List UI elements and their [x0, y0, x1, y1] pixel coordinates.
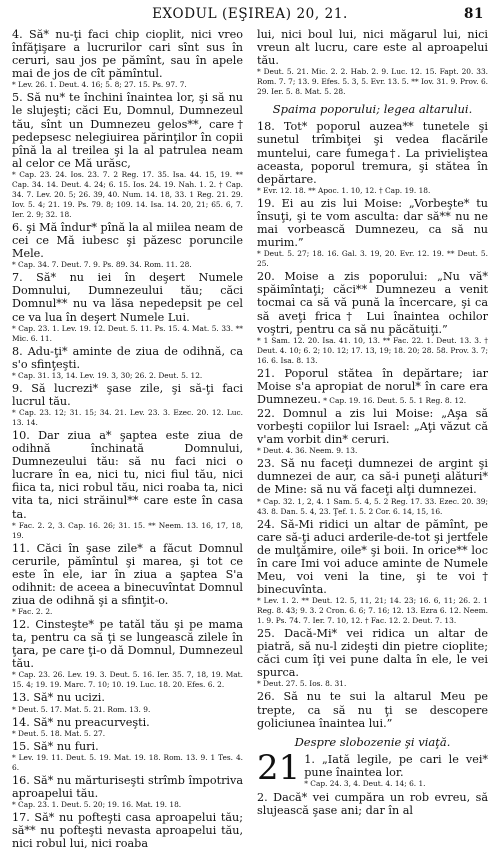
cross-reference: * Cap. 23. 1. Deut. 5. 20; 19. 16. Mat. 19. 18.	[12, 799, 182, 809]
verse-text: 19. Ei au zis lui Moise: „Vorbeşte* tu însuţi, şi te vom asculta: dar să** nu ne mai vorbească Dumnezeu, ca să nu murim.”	[257, 196, 488, 250]
verse-text: 11. Căci în şase zile* a făcut Domnul cerurile, pămîntul şi marea, şi tot ce este în ele, iar în ziua a şaptea S'a odihnit: de aceea a binecuvîntat Domnul ziua de odihnă şi a sfinţit-o.	[12, 541, 243, 607]
cross-reference: * Deut. 5. 17. Mat. 5. 21. Rom. 13. 9.	[12, 704, 151, 714]
verse-text: 9. Să lucrezi* şase zile, şi să-ţi faci lucrul tău.	[12, 381, 243, 408]
cross-reference: * Deut. 5. 27; 18. 16. Gal. 3. 19, 20. Evr. 12. 19. ** Deut. 5. 25.	[257, 249, 488, 269]
cross-reference: * Lev. 19. 11. Deut. 5. 19. Mat. 19. 18. Rom. 13. 9. 1 Tes. 4. 6.	[12, 752, 243, 772]
right-column	[257, 28, 488, 851]
verse	[257, 197, 488, 269]
text-columns	[12, 28, 488, 851]
verse	[257, 28, 488, 97]
verse	[257, 690, 488, 729]
verse	[257, 791, 488, 817]
cross-reference: * Cap. 23. 1. Lev. 19. 12. Deut. 5. 11. Ps. 15. 4. Mat. 5. 33. ** Mic. 6. 11.	[12, 323, 243, 343]
verse	[12, 382, 243, 428]
cross-reference: * Evr. 12. 18. ** Apoc. 1. 10, 12. † Cap. 19. 18.	[257, 185, 431, 195]
section-heading: Despre slobozenie şi viaţă.	[294, 734, 451, 749]
verse-text: 4. Să* nu-ţi faci chip cioplit, nici vreo înfăţişare a lucrurilor cari sînt sus în ceruri, sau jos pe pămînt, sau în apele mai de jos de cît pămîntul.	[12, 28, 243, 81]
verse	[257, 120, 488, 195]
verse	[12, 345, 243, 381]
verse	[257, 747, 488, 790]
verse	[257, 367, 488, 406]
cross-reference: * Cap. 23. 12; 31. 15; 34. 21. Lev. 23. 3. Ezec. 20. 12. Luc. 13. 14.	[12, 407, 243, 427]
cross-reference: * Cap. 32. 1, 2, 4. 1 Sam. 5. 4, 5. 2 Reg. 17. 33. Ezec. 20. 39; 43. 8. Dan. 5. 4, 23. Ţef. 1. 5. 2 Cor. 6. 14, 15, 16.	[257, 496, 488, 516]
cross-reference: * Lev. 1. 2. ** Deut. 12. 5, 11, 21; 14. 23; 16. 6, 11; 26. 2. 1 Reg. 8. 43; 9. 3. 2 Cron. 6. 6; 7. 16; 12. 13. Ezra 6. 12. Neem. 1. 9. Ps. 74. 7. Ier. 7. 10, 12. † Fac. 12. 2. Deut. 7. 13.	[257, 596, 488, 626]
page-header	[12, 6, 488, 26]
running-title: EXODUL (EŞIREA) 20, 21.	[152, 6, 348, 22]
verse	[257, 518, 488, 627]
verse-text: 17. Să* nu pofteşti casa aproapelui tău; să** nu pofteşti nevasta aproapelui tău, nici robul lui, nici roaba	[12, 810, 243, 851]
chapter-number: 21	[257, 747, 301, 788]
verse-text: 5. Să nu* te închini înaintea lor, şi să nu le slujeşti; căci Eu, Domnul, Dumnezeul tău, sînt un Dumnezeu gelos**, care† pedepsesc nelegiuirea părinţilor în copii pînă la al treilea şi la al patrulea neam al celor ce Mă urăsc,	[12, 91, 243, 170]
cross-reference: * Fac. 2. 2.	[12, 607, 53, 617]
cross-reference: * Deut. 5. 18. Mat. 5. 27.	[12, 728, 106, 738]
cross-reference: * Deut. 5. 21. Mic. 2. 2. Hab. 2. 9. Luc. 12. 15. Fapt. 20. 33. Rom. 7. 7; 13. 9. Efes. 5. 3, 5. Evr. 13. 5. ** Iov. 31. 9. Prov. 6. 29. Ier. 5. 8. Mat. 5. 28.	[257, 67, 488, 97]
cross-reference: * Cap. 31. 13, 14. Lev. 19. 3, 30; 26. 2. Deut. 5. 12.	[12, 370, 203, 380]
verse	[12, 271, 243, 343]
verse-text: 20. Moise a zis poporului: „Nu vă* spăimîntaţi; căci** Dumnezeu a venit tocmai ca să vă pună la încercare, şi ca să aveţi frica† Lui înaintea ochilor voştri, pentru ca să nu păcătuiţi.”	[257, 270, 488, 336]
cross-reference: * Cap. 24. 3, 4. Deut. 4. 14; 6. 1.	[304, 779, 426, 789]
section-heading: Spaima poporului; legea altarului.	[272, 102, 473, 117]
verse-text: 16. Să* nu mărturiseşti strîmb împotriva aproapelui tău.	[12, 773, 243, 800]
verse-text: 26. Să nu te sui la altarul Meu pe trepte, ca să nu ţi se descopere goliciunea înaintea lui.”	[257, 690, 488, 730]
verse-text: 18. Tot* poporul auzea** tunetele şi sunetul trîmbiţei şi vedea flacările muntelui, care fumega†. La privieliştea aceasta, poporul tremura, şi stătea în depărtare.	[257, 120, 488, 186]
verse-text: 14. Să* nu preacurveşti.	[12, 715, 150, 729]
verse	[12, 429, 243, 541]
verse-text: 23. Să nu faceţi dumnezei de argint şi dumnezei de aur, ca să-i puneţi alături* de Mine: să nu vă faceţi alţi dumnezei.	[257, 457, 488, 497]
verse-text: 10. Dar ziua a* şaptea este ziua de odihnă închinată Domnului, Dumnezeului tău: să nu faci nici o lucrare în ea, nici tu, nici fiul tău, nici fiica ta, nici robul tău, nici roaba ta, nici vita ta, nici străinul** care este în casa ta.	[12, 428, 243, 521]
verse-text: 6. şi Mă îndur* pînă la al miilea neam de cei ce Mă iubesc şi păzesc poruncile Mele.	[12, 220, 243, 261]
verse	[12, 221, 243, 270]
cross-reference: * Fac. 2. 2, 3. Cap. 16. 26; 31. 15. ** Neem. 13. 16, 17, 18, 19.	[12, 520, 243, 540]
verse	[12, 740, 243, 773]
verse-text: 13. Să* nu ucizi.	[12, 691, 105, 705]
verse	[12, 716, 243, 739]
cross-reference: * Cap. 23. 24. Ios. 23. 7. 2 Reg. 17. 35. Isa. 44. 15, 19. ** Cap. 34. 14. Deut. 4. 24; 6. 15. Ios. 24. 19. Nah. 1. 2. † Cap. 34. 7. Lev. 20. 5; 26. 39, 40. Num. 14. 18, 33. 1 Reg. 21. 29. Iov. 5. 4; 21. 19. Ps. 79. 8; 109. 14. Isa. 14. 20, 21; 65. 6, 7. Ier. 2. 9; 32. 18.	[12, 169, 243, 219]
cross-reference: * Deut. 4. 36. Neem. 9. 13.	[257, 446, 358, 456]
verse	[12, 542, 243, 617]
verse	[12, 91, 243, 220]
verse-text: 22. Domnul a zis lui Moise: „Aşa să vorbeşti copiilor lui Israel: „Aţi văzut că v'am vorbit din* ceruri.	[257, 406, 488, 447]
verse	[257, 270, 488, 365]
verse-text: 21. Poporul stătea în depărtare; iar Moise s'a apropiat de norul* în care era Dumnezeu.	[257, 366, 488, 406]
verse-text: 2. Dacă* vei cumpăra un rob evreu, să slujească şase ani; dar în al	[257, 791, 488, 818]
verse-text: 12. Cinsteşte* pe tatăl tău şi pe mama ta, pentru ca să ţi se lungească zilele în ţara, pe care ţi-o dă Domnul, Dumnezeul tău.	[12, 618, 243, 671]
page-number: 81	[464, 6, 484, 22]
verse-text: 25. Dacă-Mi* vei ridica un altar de piatră, să nu-l zideşti din pietre cioplite; căci cum îţi vei pune dalta în ele, le vei spurca.	[257, 627, 488, 680]
verse	[12, 691, 243, 714]
verse	[257, 457, 488, 516]
verse-text: lui, nici boul lui, nici măgarul lui, nici vreun alt lucru, care este al aproapelui tău.	[257, 28, 488, 68]
cross-reference: * Lev. 26. 1. Deut. 4. 16; 5. 8; 27. 15. Ps. 97. 7.	[12, 80, 187, 90]
verse	[12, 774, 243, 810]
verse-text: 24. Să-Mi ridici un altar de pămînt, pe care să-ţi aduci arderile-de-tot şi jertfele de mulţămire, oile* şi boii. In orice** loc în care Imi voi aduce aminte de Numele Meu, voi veni la tine, şi te voi† binecuvînta.	[257, 517, 488, 596]
verse	[12, 811, 243, 850]
verse-text: 15. Să* nu furi.	[12, 739, 99, 753]
cross-reference: * 1 Sam. 12. 20. Isa. 41. 10, 13. ** Fac. 22. 1. Deut. 13. 3. † Deut. 4. 10; 6. 2; 10. 12; 17. 13, 19; 18. 20; 28. 58. Prov. 3. 7; 16. 6. Isa. 8. 13.	[257, 335, 488, 365]
left-column	[12, 28, 243, 851]
verse	[12, 618, 243, 690]
verse	[12, 28, 243, 90]
verse-text: 7. Să* nu iei în deşert Numele Domnului, Dumnezeului tău; căci Domnul** nu va lăsa nepedepsit pe cel ce va lua în deşert Numele Lui.	[12, 271, 243, 324]
verse-text: 1. „Iată legile, pe cari le vei* pune înaintea lor.	[304, 752, 488, 779]
cross-reference: * Cap. 19. 16. Deut. 5. 5. 1 Reg. 8. 12.	[320, 395, 467, 405]
verse	[257, 407, 488, 456]
cross-reference: * Deut. 27. 5. Ios. 8. 31.	[257, 679, 347, 689]
cross-reference: * Cap. 34. 7. Deut. 7. 9. Ps. 89. 34. Rom. 11. 28.	[12, 260, 192, 270]
cross-reference: * Cap. 23. 26. Lev. 19. 3. Deut. 5. 16. Ier. 35. 7, 18, 19. Mat. 15. 4; 19. 19. Marc. 7. 10; 10. 19. Luc. 18. 20. Efes. 6. 2.	[12, 670, 243, 690]
verse-text: 8. Adu-ţi* aminte de ziua de odihnă, ca s'o sfinţeşti.	[12, 344, 243, 371]
verse	[257, 627, 488, 689]
